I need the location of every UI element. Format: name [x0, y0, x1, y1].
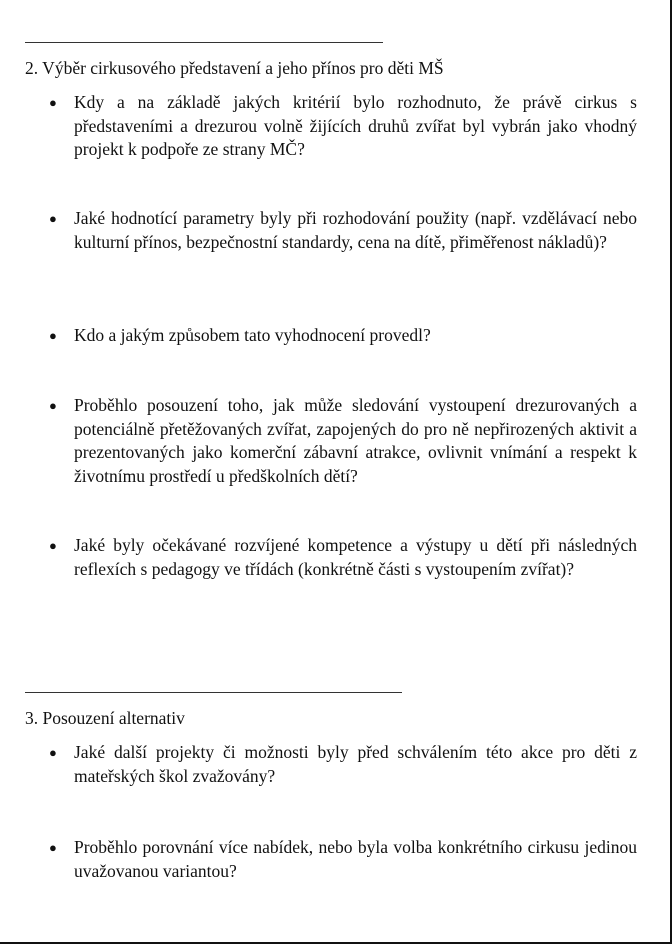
- bullet-icon: ●: [49, 211, 57, 226]
- section-heading: 2. Výběr cirkusového představení a jeho přínos pro děti MŠ: [25, 58, 444, 78]
- list-item: Kdy a na základě jakých kritérií bylo rozhodnuto, že právě cirkus s představeními a drezurou volně žijících druhů zvířat byl vybrán jako vhodný projekt k podpoře ze strany MČ?: [74, 92, 637, 160]
- list-item: Jaké hodnotící parametry byly při rozhodování použity (např. vzdělávací nebo kulturní přínos, bezpečnostní standardy, cena na dítě, přiměřenost nákladů)?: [74, 208, 637, 252]
- bullet-icon: ●: [49, 398, 57, 413]
- list-item: Jaké další projekty či možnosti byly před schválením této akce pro děti z mateřských škol zvažovány?: [74, 742, 637, 786]
- bullet-icon: ●: [49, 538, 57, 553]
- bullet-icon: ●: [49, 95, 57, 110]
- list-item: Proběhlo posouzení toho, jak může sledování vystoupení drezurovaných a potenciálně přetěžovaných zvířat, zapojených do pro ně nepřirozených aktivit a prezentovaných jako komerční zábavní atrakce, ovlivnit vnímání a respekt k životnímu prostředí u předškolních dětí?: [74, 395, 637, 487]
- section-divider: [25, 692, 402, 693]
- section-heading: 3. Posouzení alternativ: [25, 708, 185, 728]
- section-divider: [25, 42, 383, 43]
- list-item: Kdo a jakým způsobem tato vyhodnocení provedl?: [74, 325, 431, 345]
- bullet-icon: ●: [49, 840, 57, 855]
- bullet-icon: ●: [49, 745, 57, 760]
- list-item: Proběhlo porovnání více nabídek, nebo byla volba konkrétního cirkusu jedinou uvažovanou variantou?: [74, 837, 637, 881]
- bullet-icon: ●: [49, 328, 57, 343]
- list-item: Jaké byly očekávané rozvíjené kompetence a výstupy u dětí při následných reflexích s pedagogy ve třídách (konkrétně části s vystoupením zvířat)?: [74, 535, 637, 579]
